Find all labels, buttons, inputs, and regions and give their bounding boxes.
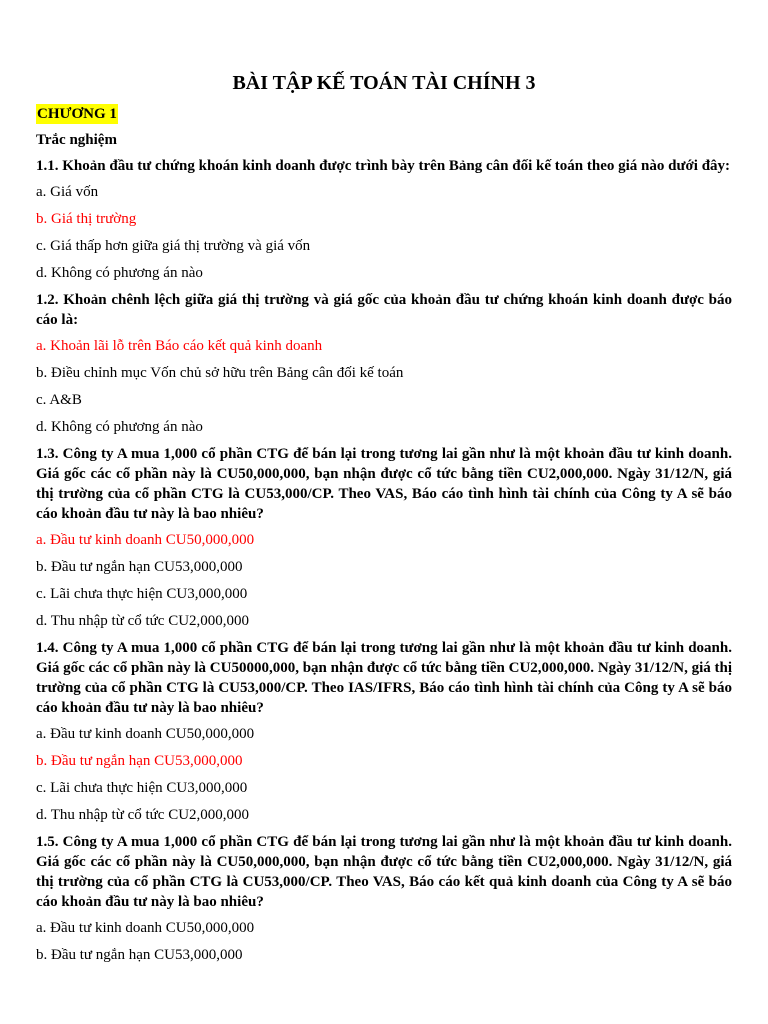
answer-option: a. Đầu tư kinh doanh CU50,000,000 — [36, 920, 255, 936]
question-text: 1.2. Khoản chênh lệch giữa giá thị trường và giá gốc của khoản đầu tư chứng khoán kinh doanh được báo cáo là: — [36, 292, 732, 328]
answer-option: a. Đầu tư kinh doanh CU50,000,000 — [36, 726, 255, 742]
answer-option-correct: a. Khoản lãi lỗ trên Báo cáo kết quả kinh doanh — [36, 338, 323, 354]
document-title: BÀI TẬP KẾ TOÁN TÀI CHÍNH 3 — [232, 72, 536, 94]
answer-option: d. Thu nhập từ cổ tức CU2,000,000 — [36, 613, 250, 629]
question-text: 1.4. Công ty A mua 1,000 cổ phần CTG để bán lại trong tương lai gần như là một khoản đầu tư kinh doanh. Giá gốc các cổ phần này là CU50000,000, bạn nhận được cổ tức bằng tiền CU2,000,000. Ngày 31/12/N, giá thị trường của cổ phần CTG là CU53,000/CP. Theo IAS/IFRS, Báo cáo tình hình tài chính của Công ty A sẽ báo cáo khoản đầu tư này là bao nhiêu? — [36, 640, 732, 716]
answer-option: d. Không có phương án nào — [36, 419, 203, 435]
answer-option: b. Đầu tư ngắn hạn CU53,000,000 — [36, 559, 243, 575]
answer-options — [36, 724, 732, 825]
answer-options — [36, 918, 732, 965]
answer-option: b. Đầu tư ngắn hạn CU53,000,000 — [36, 947, 243, 963]
question-block — [36, 832, 732, 965]
question-text: 1.1. Khoản đầu tư chứng khoán kinh doanh được trình bày trên Bảng cân đối kế toán theo giá nào dưới đây: — [36, 158, 731, 174]
section-heading: Trắc nghiệm — [36, 132, 117, 148]
question-block — [36, 156, 732, 283]
answer-option: c. Lãi chưa thực hiện CU3,000,000 — [36, 780, 248, 796]
question-block — [36, 444, 732, 631]
answer-option: a. Giá vốn — [36, 184, 99, 200]
answer-option: c. A&B — [36, 392, 82, 408]
answer-option: d. Không có phương án nào — [36, 265, 203, 281]
answer-option-correct: a. Đầu tư kinh doanh CU50,000,000 — [36, 532, 255, 548]
question-block — [36, 290, 732, 437]
answer-option: c. Lãi chưa thực hiện CU3,000,000 — [36, 586, 248, 602]
answer-options — [36, 530, 732, 631]
answer-options — [36, 182, 732, 283]
question-text: 1.3. Công ty A mua 1,000 cổ phần CTG để bán lại trong tương lai gần như là một khoản đầu tư kinh doanh. Giá gốc các cổ phần này là CU50,000,000, bạn nhận được cổ tức bằng tiền CU2,000,000. Ngày 31/12/N, giá thị trường của cổ phần CTG là CU53,000/CP. Theo VAS, Báo cáo tình hình tài chính của Công ty A sẽ báo cáo khoản đầu tư này là bao nhiêu? — [36, 446, 732, 522]
answer-option: c. Giá thấp hơn giữa giá thị trường và giá vốn — [36, 238, 311, 254]
answer-option: b. Điều chỉnh mục Vốn chủ sở hữu trên Bảng cân đối kế toán — [36, 365, 404, 381]
answer-option-correct: b. Đầu tư ngắn hạn CU53,000,000 — [36, 753, 243, 769]
question-text: 1.5. Công ty A mua 1,000 cổ phần CTG để bán lại trong tương lai gần như là một khoản đầu tư kinh doanh. Giá gốc các cổ phần này là CU50,000,000, bạn nhận được cổ tức bằng tiền CU2,000,000. Ngày 31/12/N, giá thị trường của cổ phần CTG là CU53,000/CP. Theo VAS, Báo cáo kết quả kinh doanh của Công ty A sẽ báo cáo khoản đầu tư này là bao nhiêu? — [36, 834, 732, 910]
question-block — [36, 638, 732, 825]
answer-options — [36, 336, 732, 437]
chapter-heading: CHƯƠNG 1 — [37, 106, 117, 122]
question-list — [36, 156, 732, 965]
answer-option: d. Thu nhập từ cổ tức CU2,000,000 — [36, 807, 250, 823]
answer-option-correct: b. Giá thị trường — [36, 211, 137, 227]
